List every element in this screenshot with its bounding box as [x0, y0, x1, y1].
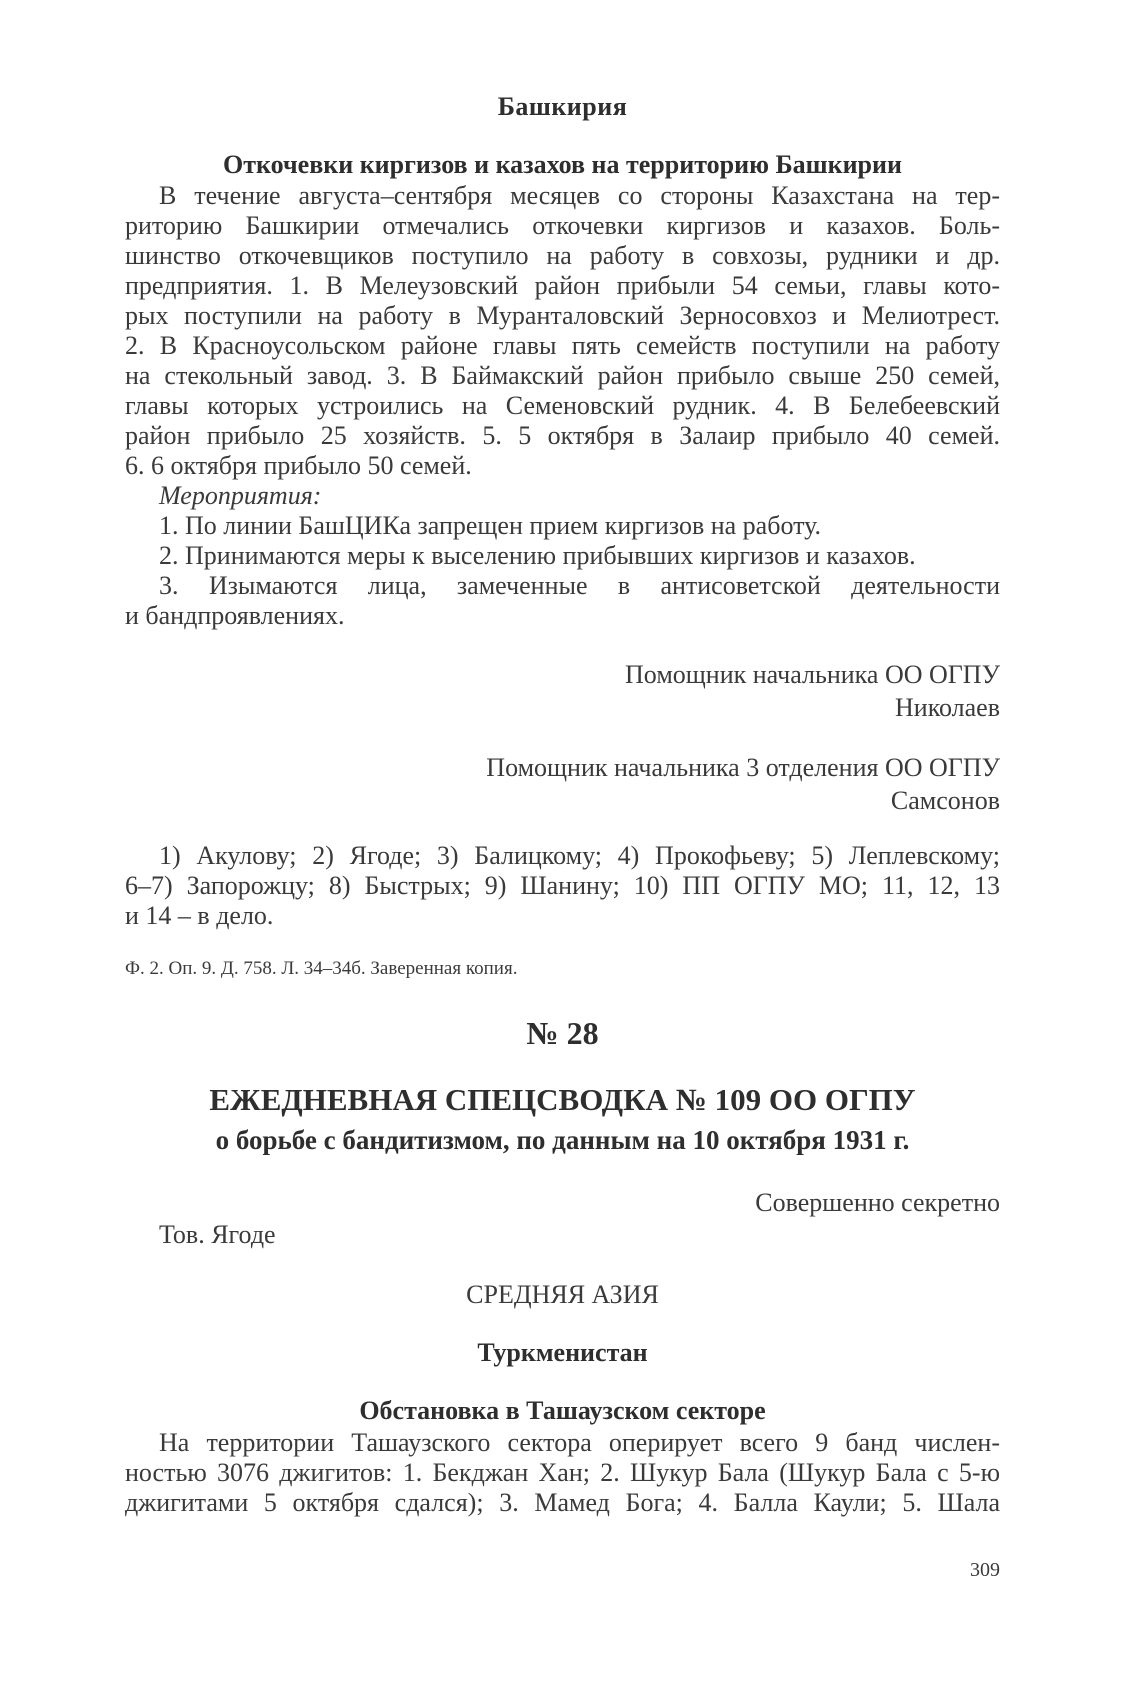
paragraph-line: шинство откочевщиков поступило на работу в совхозы, рудники и др.	[125, 241, 1000, 270]
section-heading: Откочевки киргизов и казахов на территорию Башкирии	[223, 150, 902, 179]
paragraph-line: джигитами 5 октября сдался); 3. Мамед Бога; 4. Балла Каули; 5. Шала	[125, 1488, 1000, 1517]
region-title: Башкирия	[497, 92, 628, 121]
signature-title: Помощник начальника 3 отделения ОО ОГПУ	[486, 753, 1000, 782]
paragraph-line: 6. 6 октября прибыло 50 семей.	[125, 451, 472, 480]
archive-reference: Ф. 2. Оп. 9. Д. 758. Л. 34–34б. Заверенная копия.	[125, 958, 518, 979]
paragraph-line: риторию Башкирии отмечались откочевки киргизов и казахов. Боль-	[125, 211, 1000, 240]
measures-label: Мероприятия:	[159, 481, 322, 510]
paragraph-line: рых поступили на работу в Муранталовский Зерносовхоз и Мелиотрест.	[125, 301, 1000, 330]
measure-item: 1. По линии БашЦИКа запрещен прием киргизов на работу.	[159, 511, 822, 540]
paragraph-line: на стекольный завод. 3. В Баймакский район прибыло свыше 250 семей,	[125, 361, 1000, 390]
document-title: ЕЖЕДНЕВНАЯ СПЕЦСВОДКА № 109 ОО ОГПУ	[209, 1082, 916, 1117]
paragraph-line: район прибыло 25 хозяйств. 5. 5 октября в Залаир прибыло 40 семей.	[125, 421, 1000, 450]
page-number: 309	[970, 1559, 1000, 1581]
paragraph-line: На территории Ташаузского сектора оперирует всего 9 банд числен-	[159, 1428, 1000, 1457]
measure-item: 3. Изымаются лица, замеченные в антисоветской деятельности	[159, 571, 1000, 600]
classification-stamp: Совершенно секретно	[755, 1188, 1000, 1217]
signature-name: Самсонов	[890, 786, 1000, 815]
distribution-line: и 14 – в дело.	[125, 901, 274, 930]
document-number: № 28	[526, 1015, 599, 1051]
paragraph-line: ностью 3076 джигитов: 1. Бекджан Хан; 2. Шукур Бала (Шукур Бала с 5-ю	[125, 1458, 1000, 1487]
section-heading: Обстановка в Ташаузском секторе	[359, 1396, 766, 1425]
paragraph-line: предприятия. 1. В Мелеузовский район прибыли 54 семьи, главы кото-	[125, 271, 1000, 300]
signature-name: Николаев	[895, 693, 1000, 722]
paragraph-line: В течение августа–сентября месяцев со стороны Казахстана на тер-	[159, 181, 1000, 210]
addressee: Тов. Ягоде	[159, 1220, 276, 1249]
measure-item: и бандпроявлениях.	[125, 601, 345, 630]
paragraph-line: 2. В Красноусольском районе главы пять семейств поступили на работу	[125, 331, 1000, 360]
region-heading: СРЕДНЯЯ АЗИЯ	[466, 1280, 659, 1309]
document-subtitle: о борьбе с бандитизмом, по данным на 10 октября 1931 г.	[215, 1125, 910, 1155]
distribution-line: 6–7) Запорожцу; 8) Быстрых; 9) Шанину; 10) ПП ОГПУ МО; 11, 12, 13	[125, 871, 1000, 900]
measure-item: 2. Принимаются меры к выселению прибывших киргизов и казахов.	[159, 541, 916, 570]
signature-title: Помощник начальника ОО ОГПУ	[625, 660, 1000, 689]
distribution-line: 1) Акулову; 2) Ягоде; 3) Балицкому; 4) Прокофьеву; 5) Леплевскому;	[159, 841, 1000, 870]
paragraph-line: главы которых устроились на Семеновский рудник. 4. В Белебеевский	[125, 391, 1000, 420]
subregion-heading: Туркменистан	[477, 1338, 648, 1367]
document-page	[125, 0, 1000, 1684]
